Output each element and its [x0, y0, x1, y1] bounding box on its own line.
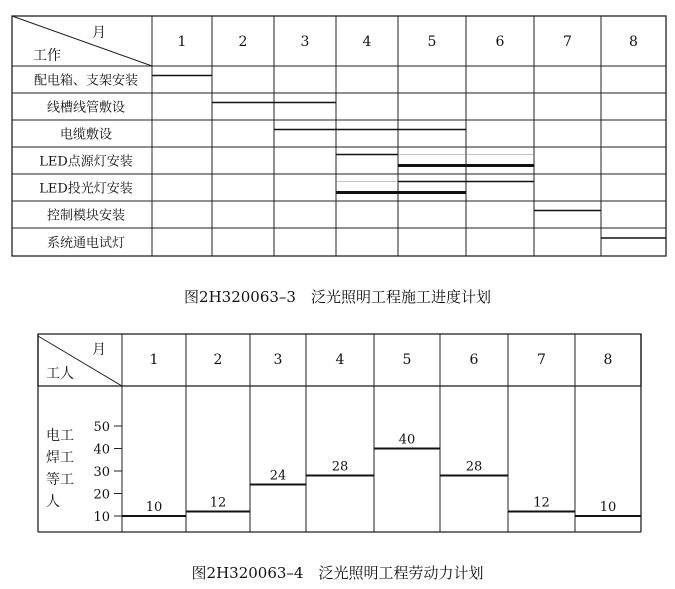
schedule-month-label: 3	[300, 34, 310, 50]
schedule-task-label: LED投光灯安装	[39, 181, 133, 197]
schedule-task-label: 系统通电试灯	[46, 236, 126, 251]
schedule-month-label: 2	[238, 34, 248, 50]
schedule-caption: 图2H320063–3 泛光照明工程施工进度计划	[184, 288, 491, 306]
labor-value-label: 40	[398, 432, 416, 448]
labor-month-label: 2	[213, 352, 223, 368]
labor-side-label: 人	[46, 494, 60, 510]
labor-side-label: 电工	[46, 428, 74, 444]
schedule-task-label: 线槽线管敷设	[46, 100, 126, 116]
labor-y-tick-label: 30	[93, 465, 110, 480]
labor-side-label: 焊工	[46, 450, 74, 466]
labor-caption: 图2H320063–4 泛光照明工程劳动力计划	[191, 564, 484, 582]
labor-value-label: 12	[533, 495, 550, 511]
labor-y-tick-label: 10	[93, 510, 110, 525]
labor-value-label: 12	[209, 495, 227, 511]
labor-value-label: 10	[599, 500, 617, 515]
schedule-month-label: 5	[427, 34, 437, 50]
labor-value-label: 10	[145, 500, 163, 515]
labor-y-tick-label: 20	[93, 487, 110, 503]
schedule-task-label: 电缆敷设	[59, 127, 113, 143]
schedule-task-label: 配电箱、支架安装	[33, 73, 139, 89]
labor-month-label: 1	[149, 352, 159, 368]
labor-month-label: 7	[537, 352, 546, 368]
labor-y-tick-label: 40	[93, 442, 110, 458]
labor-header-workers: 工人	[46, 366, 74, 382]
labor-month-label: 3	[273, 352, 283, 368]
schedule-month-label: 6	[495, 34, 505, 50]
labor-value-label: 28	[465, 459, 483, 475]
schedule-month-label: 1	[177, 34, 187, 50]
schedule-table	[0, 0, 675, 270]
labor-month-label: 5	[402, 352, 412, 368]
labor-side-label: 等工	[46, 472, 74, 488]
schedule-header-work: 工作	[33, 48, 61, 64]
schedule-task-label: LED点源灯安装	[39, 154, 133, 170]
schedule-task-label: 控制模块安装	[46, 208, 126, 224]
schedule-header-month: 月	[92, 25, 106, 41]
schedule-month-label: 4	[362, 34, 372, 50]
labor-header-month: 月	[92, 342, 106, 358]
labor-month-label: 6	[469, 352, 479, 368]
labor-chart	[0, 322, 675, 552]
schedule-month-label: 8	[629, 34, 638, 50]
labor-value-label: 28	[331, 459, 349, 475]
labor-month-label: 8	[603, 352, 613, 368]
labor-y-tick-label: 50	[93, 420, 110, 435]
labor-value-label: 24	[269, 468, 287, 484]
labor-month-label: 4	[335, 352, 345, 368]
schedule-month-label: 7	[563, 34, 572, 50]
